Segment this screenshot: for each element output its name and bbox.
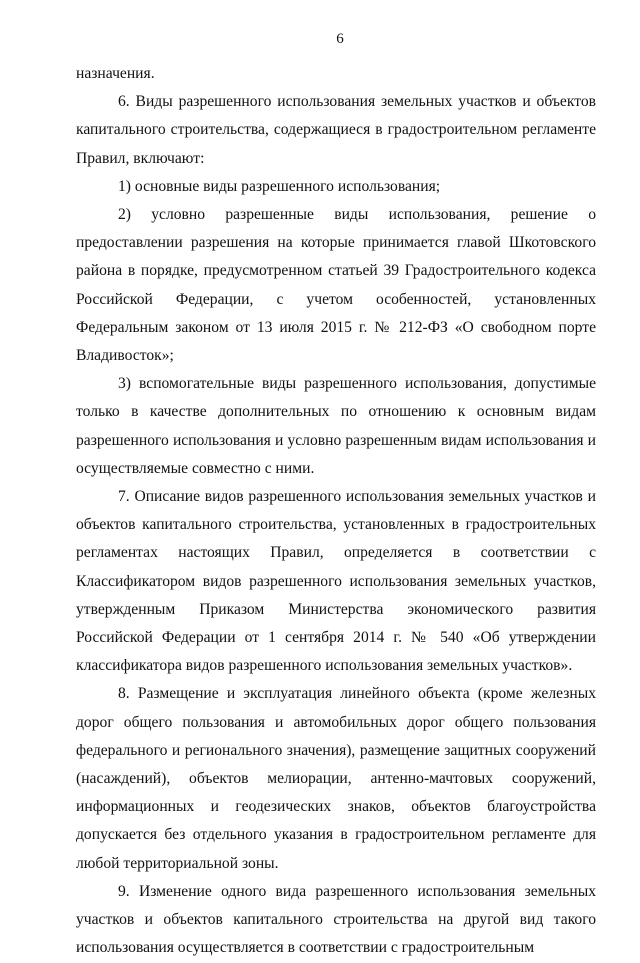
document-page [76, 30, 596, 963]
paragraph-item-7: 7. Описание видов разрешенного использования земельных участков и объектов капитального строительства, установленных в градостроительных регламентах настоящих Правил, определяется в соответствии с Классификатором видов разрешенного использования земельных участков, утвержденным Приказом Министерства экономического развития Российской Федерации от 1 сентября 2014 г. № 540 «Об утверждении классификатора видов разрешенного использования земельных участков». [76, 488, 596, 675]
paragraph-continuation: назначения. [76, 65, 155, 82]
paragraph-subitem-1: 1) основные виды разрешенного использования; [118, 177, 441, 195]
paragraph-item-6: 6. Виды разрешенного использования земельных участков и объектов капитального строительства, содержащиеся в градостроительном регламенте Правил, включают: [76, 93, 596, 167]
page-number: 6 [336, 31, 344, 47]
paragraph-subitem-2: 2) условно разрешенные виды использования, решение о предоставлении разрешения на которые принимается главой Шкотовского района в порядке, предусмотренном статьей 39 Градостроительного кодекса Российской Федерации, с учетом особенностей, установленных Федеральным законом от 13 июля 2015 г. № 212-ФЗ «О свободном порте Владивосток»; [76, 206, 596, 365]
paragraph-item-9: 9. Изменение одного вида разрешенного использования земельных участков и объектов капитального строительства на другой вид такого использования осуществляется в соответствии с градостроительным [76, 882, 596, 957]
paragraph-subitem-3: 3) вспомогательные виды разрешенного использования, допустимые только в качестве дополнительных по отношению к основным видам разрешенного использования и условно разрешенным видам использования и осуществляемые совместно с ними. [76, 375, 596, 477]
paragraph-item-8: 8. Размещение и эксплуатация линейного объекта (кроме железных дорог общего пользования и автомобильных дорог общего пользования федерального и регионального значения), размещение защитных сооружений (насаждений), объектов мелиорации, антенно-мачтовых сооружений, информационных и геодезических знаков, объектов благоустройства допускается без отдельного указания в градостроительном регламенте для любой территориальной зоны. [76, 685, 596, 872]
